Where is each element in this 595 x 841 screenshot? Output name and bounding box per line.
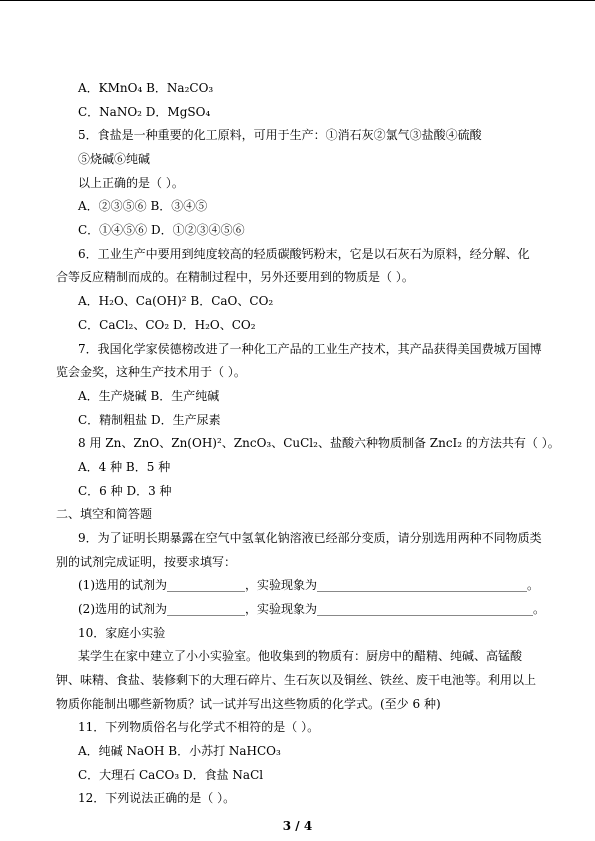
q10-title: 10．家庭小实验 bbox=[78, 626, 166, 640]
q6-stem-continued: 合等反应精制而成的。在精制过程中，另外还要用到的物质是（ ）。 bbox=[56, 270, 414, 284]
q10-paragraph-3: 物质你能制出哪些新物质？试一试并写出这些物质的化学式。(至少 6 种) bbox=[56, 697, 441, 711]
page-number: 3 / 4 bbox=[282, 819, 313, 833]
q5-prompt: 以上正确的是（ ）。 bbox=[78, 176, 184, 190]
q7-stem-continued: 览会金奖，这种生产技术用于（ ）。 bbox=[56, 365, 246, 379]
q8-options-ab: A．4 种 B．5 种 bbox=[78, 460, 171, 474]
q9-blank-2: (2)选用的试剂为_____________，实验现象为____________________________________。 bbox=[78, 602, 545, 616]
q7-stem: 7．我国化学家侯德榜改进了一种化工产品的工业生产技术，其产品获得美国费城万国博 bbox=[78, 342, 542, 356]
q8-stem: 8 用 Zn、ZnO、Zn(OH)²、ZncO₃、CuCl₂、盐酸六种物质制备 ZncI₂ 的方法共有（ ）。 bbox=[78, 436, 560, 450]
q9-blank-1: (1)选用的试剂为_____________，实验现象为___________________________________。 bbox=[78, 578, 539, 592]
q4-options-cd: C．NaNO₂ D．MgSO₄ bbox=[78, 105, 211, 119]
q5-stem-continued: ⑤烧碱⑥纯碱 bbox=[78, 152, 151, 166]
q4-options-ab: A．KMnO₄ B．Na₂CO₃ bbox=[78, 81, 214, 95]
q7-options-cd: C．精制粗盐 D．生产尿素 bbox=[78, 413, 221, 427]
q6-stem: 6．工业生产中要用到纯度较高的轻质碳酸钙粉末，它是以石灰石为原料，经分解、化 bbox=[78, 247, 530, 261]
q11-options-ab: A．纯碱 NaOH B．小苏打 NaHCO₃ bbox=[78, 744, 281, 758]
q11-options-cd: C．大理石 CaCO₃ D．食盐 NaCl bbox=[78, 768, 264, 782]
q5-stem: 5．食盐是一种重要的化工原料，可用于生产：①消石灰②氯气③盐酸④硫酸 bbox=[78, 128, 482, 142]
q9-stem-continued: 别的试剂完成证明，按要求填写： bbox=[56, 555, 237, 569]
q8-options-cd: C．6 种 D．3 种 bbox=[78, 484, 172, 498]
q6-options-ab: A．H₂O、Ca(OH)² B．CaO、CO₂ bbox=[78, 294, 274, 308]
q10-paragraph-1: 某学生在家中建立了小小实验室。他收集到的物质有：厨房中的醋精、纯碱、高锰酸 bbox=[78, 649, 523, 663]
q10-paragraph-2: 钾、味精、食盐、装修剩下的大理石碎片、生石灰以及铜丝、铁丝、废干电池等。利用以上 bbox=[56, 673, 537, 687]
q7-options-ab: A．生产烧碱 B．生产纯碱 bbox=[78, 389, 220, 403]
section-heading: 二、填空和简答题 bbox=[56, 507, 153, 521]
q5-options-ab: A．②③⑤⑥ B．③④⑤ bbox=[78, 199, 208, 213]
q6-options-cd: C．CaCl₂、CO₂ D．H₂O、CO₂ bbox=[78, 318, 256, 332]
q5-options-cd: C．①④⑤⑥ D．①②③④⑤⑥ bbox=[78, 223, 245, 237]
q9-stem: 9．为了证明长期暴露在空气中氢氧化钠溶液已经部分变质，请分别选用两种不同物质类 bbox=[78, 531, 542, 545]
q12-stem: 12．下列说法正确的是（ ）。 bbox=[78, 791, 236, 805]
q11-stem: 11．下列物质俗名与化学式不相符的是（ ）。 bbox=[78, 720, 320, 734]
